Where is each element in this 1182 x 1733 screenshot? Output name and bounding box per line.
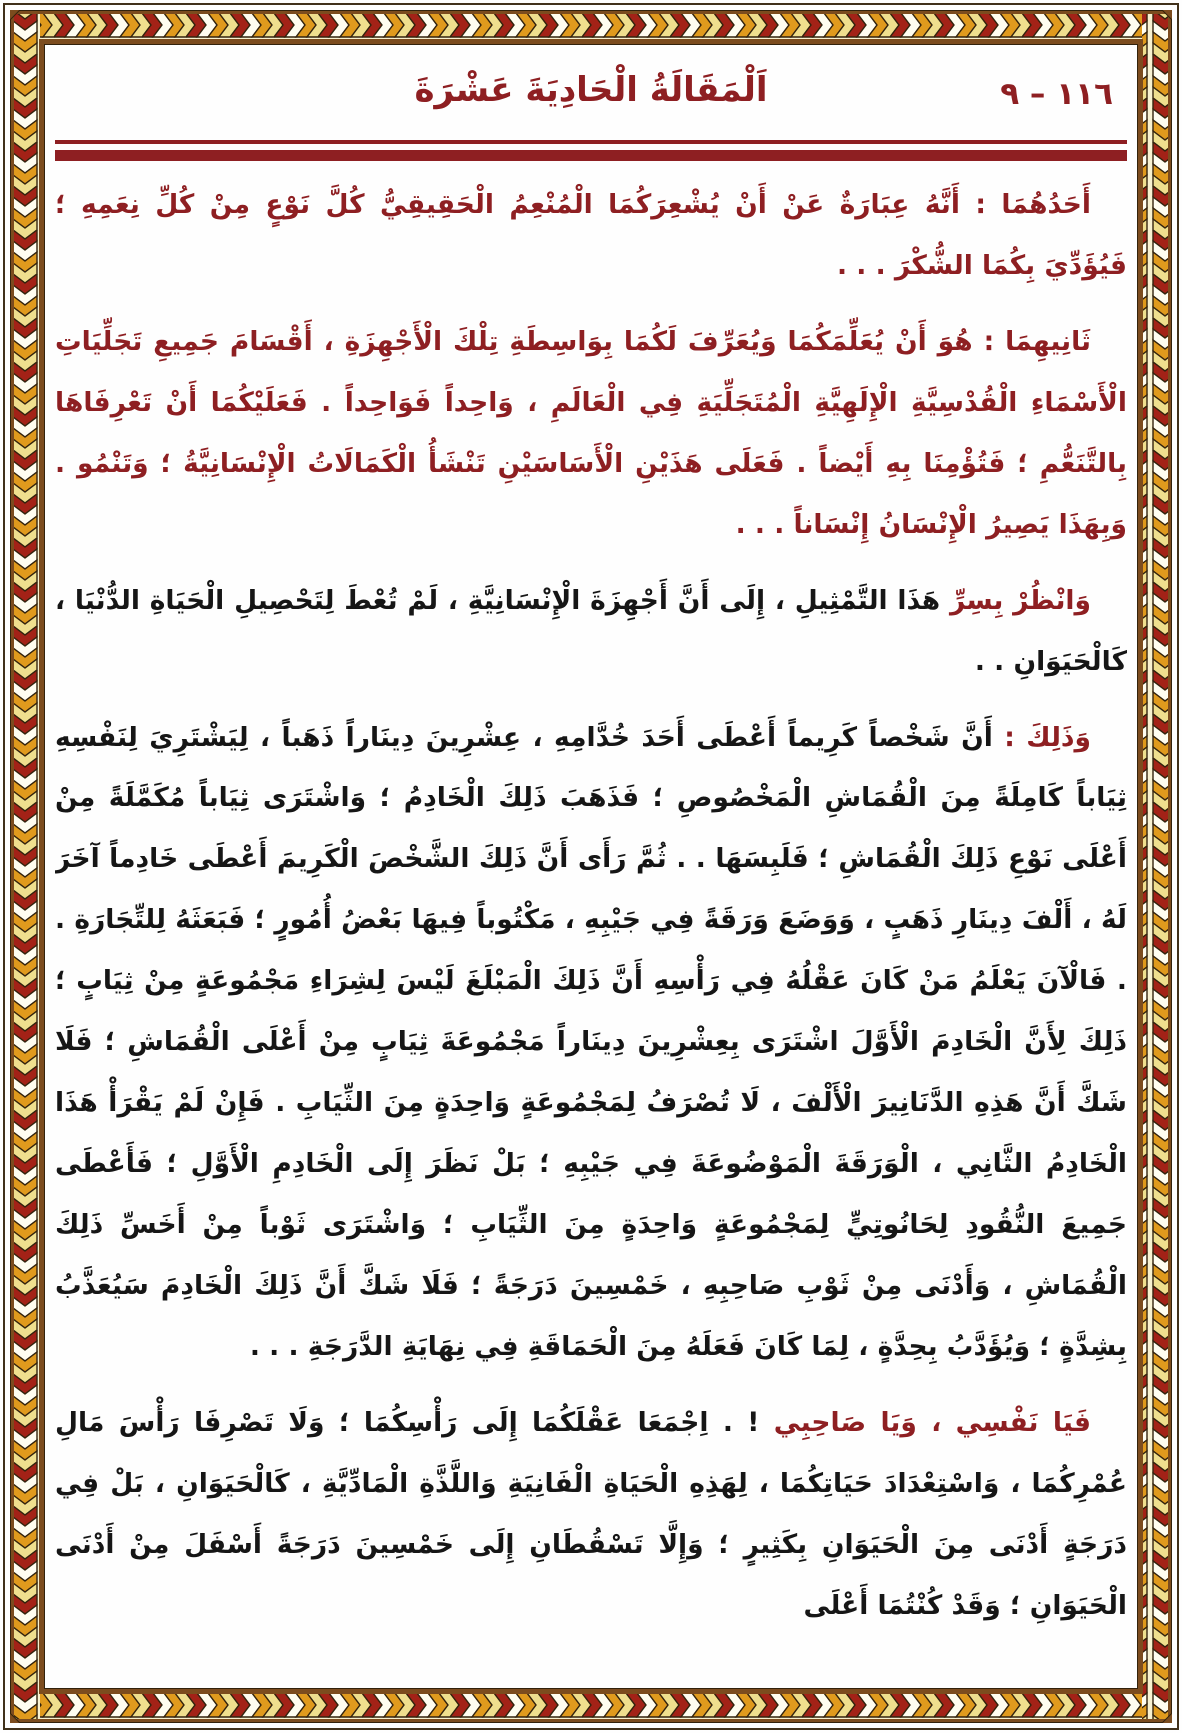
article-body [55,175,1127,1637]
paragraph-5-text: ! . اِجْمَعَا عَقْلَكُمَا إِلَى رَأْسِكُمَا ؛ وَلَا تَصْرِفَا رَأْسَ مَالِ عُمْرِكُمَا ، وَاسْتِعْدَادَ حَيَاتِكُمَا ، لِهَذِهِ الْحَيَاةِ الْفَانِيَةِ وَاللَّذَّةِ الْمَادِّيَّةِ ، كَالْحَيَوَانِ ، بَلْ فِي دَرَجَةٍ أَدْنَى مِنَ الْحَيَوَانِ بِكَثِيرٍ ؛ وَإِلَّا تَسْقُطَانِ إِلَى خَمْسِينَ دَرَجَةً أَسْفَلَ مِنْ أَدْنَى الْحَيَوَانِ ؛ وَقَدْ كُنْتُمَا أَعْلَى [55,1406,1127,1621]
paragraph-5-lead: فَيَا نَفْسِي ، وَيَا صَاحِبِي [773,1406,1091,1438]
paragraph-first-point [55,175,1127,297]
paragraph-1-lead: أَحَدُهُمَا : [975,189,1091,220]
paragraph-2-text: هُوَ أَنْ يُعَلِّمَكُمَا وَيُعَرِّفَ لَكُمَا بِوَاسِطَةِ تِلْكَ الْأَجْهِزَةِ ، أَقْسَامَ جَمِيعِ تَجَلِّيَاتِ الْأَسْمَاءِ الْقُدْسِيَّةِ الْإِلَهِيَّةِ الْمُتَجَلِّيَةِ فِي الْعَالَمِ ، وَاحِداً فَوَاحِداً . فَعَلَيْكُمَا أَنْ تَعْرِفَاهَا بِالتَّنَعُّمِ ؛ فَتُؤْمِنَا بِهِ أَيْضاً . فَعَلَى هَذَيْنِ الْأَسَاسَيْنِ تَنْشَأُ الْكَمَالَاتُ الْإِنْسَانِيَّةُ ؛ وَتَنْمُو . وَبِهَذَا يَصِيرُ الْإِنْسَانُ إِنْسَاناً . . . [55,325,1127,540]
page-header [55,44,1127,132]
paragraph-observation [55,571,1127,693]
paragraph-4-lead: وَذَلِكَ : [1004,721,1091,753]
paragraph-address [55,1393,1127,1637]
paragraph-4-text: أَنَّ شَخْصاً كَرِيماً أَعْطَى أَحَدَ خُدَّامِهِ ، عِشْرِينَ دِينَاراً ذَهَباً ، لِيَشْتَرِيَ لِنَفْسِهِ ثِيَاباً كَامِلَةً مِنَ الْقُمَاشِ الْمَخْصُوصِ ؛ فَذَهَبَ ذَلِكَ الْخَادِمُ ؛ وَاشْتَرَى ثِيَاباً مُكَمَّلَةً مِنْ أَعْلَى نَوْعِ ذَلِكَ الْقُمَاشِ ؛ فَلَبِسَهَا . . ثُمَّ رَأَى أَنَّ ذَلِكَ الشَّخْصَ الْكَرِيمَ أَعْطَى خَادِماً آخَرَ لَهُ ، أَلْفَ دِينَارِ ذَهَبٍ ، وَوَضَعَ وَرَقَةً فِي جَيْبِهِ ، مَكْتُوباً فِيهَا بَعْضُ أُمُورٍ ؛ فَبَعَثَهُ لِلتِّجَارَةِ . . فَالْآنَ يَعْلَمُ مَنْ كَانَ عَقْلُهُ فِي رَأْسِهِ أَنَّ ذَلِكَ الْمَبْلَغَ لَيْسَ لِشِرَاءِ مَجْمُوعَةٍ مِنْ ثِيَابٍ ؛ ذَلِكَ لِأَنَّ الْخَادِمَ الْأَوَّلَ اشْتَرَى بِعِشْرِينَ دِينَاراً مَجْمُوعَةَ ثِيَابٍ مِنْ أَعْلَى الْقُمَاشِ ؛ فَلَا شَكَّ أَنَّ هَذِهِ الدَّنَانِيرَ الْأَلْفَ ، لَا تُصْرَفُ لِمَجْمُوعَةٍ وَاحِدَةٍ مِنَ الثِّيَابِ . فَإِنْ لَمْ يَقْرَأْ هَذَا الْخَادِمُ الثَّانِي ، الْوَرَقَةَ الْمَوْضُوعَةَ فِي جَيْبِهِ ؛ بَلْ نَظَرَ إِلَى الْخَادِمِ الْأَوَّلِ ؛ فَأَعْطَى جَمِيعَ النُّقُودِ لِحَانُوتِيٍّ لِمَجْمُوعَةٍ وَاحِدَةٍ مِنَ الثِّيَابِ ؛ وَاشْتَرَى ثَوْباً مِنْ أَخَسِّ ذَلِكَ الْقُمَاشِ ، وَأَدْنَى مِنْ ثَوْبِ صَاحِبِهِ ، خَمْسِينَ دَرَجَةً ؛ فَلَا شَكَّ أَنَّ ذَلِكَ الْخَادِمَ سَيُعَذَّبُ بِشِدَّةٍ ؛ وَيُؤَدَّبُ بِحِدَّةٍ ، لِمَا كَانَ فَعَلَهُ مِنَ الْحَمَاقَةِ فِي نِهَايَةِ الدَّرَجَةِ . . . [55,721,1127,1362]
header-divider-rule [55,140,1127,161]
paragraph-3-text: هَذَا التَّمْثِيلِ ، إِلَى أَنَّ أَجْهِزَةَ الْإِنْسَانِيَّةِ ، لَمْ تُعْطَ لِتَحْصِيلِ الْحَيَاةِ الدُّنْيَا ، كَالْحَيَوَانِ . . [55,584,1127,677]
paragraph-1-text: أَنَّهُ عِبَارَةٌ عَنْ أَنْ يُشْعِرَكُمَا الْمُنْعِمُ الْحَقِيقِيُّ كُلَّ نَوْعٍ مِنْ كُلِّ نِعَمِهِ ؛ فَيُؤَدِّيَ بِكُمَا الشُّكْرَ . . . [55,189,1127,281]
paragraph-parable [55,708,1127,1378]
paragraph-2-lead: ثَانِيهِمَا : [983,325,1091,357]
paragraph-3-lead: وَانْظُرْ بِسِرِّ [949,584,1091,616]
page-title: اَلْمَقَالَةُ الْحَادِيَةَ عَشْرَةَ [414,70,768,110]
paragraph-second-point [55,312,1127,556]
page-content [55,44,1127,1685]
page-number: ١١٦ – ٩ [1000,76,1113,112]
